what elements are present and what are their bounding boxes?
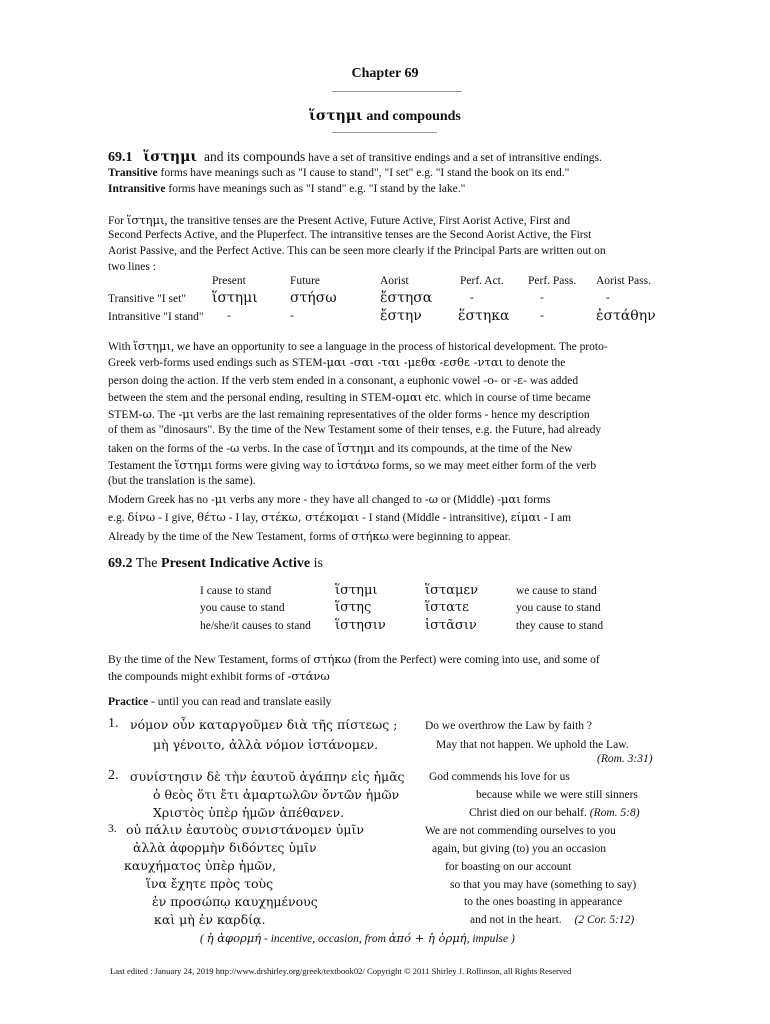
cell: - [470,292,474,304]
cell: - [227,310,231,322]
para1-line3: Aorist Passive, and the Perfect Active. This can be seen more clearly if the Principal Parts are written out on [108,245,606,257]
greek-line: ἵνα ἔχητε πρὸς τοὺς [146,876,274,891]
practice-heading [108,696,332,708]
para2-line10 [108,492,550,506]
text: STEM- [108,409,143,421]
greek-word: είμαι [510,510,541,524]
english-line: God commends his love for us [429,771,570,783]
footer: Last edited : January 24, 2019 http://www.drshirley.org/greek/textbook02/ Copyright © 2011 Shirley J. Rollinson, all Rights Reserved [110,966,572,976]
text: and not in the heart. [470,914,562,926]
greek-word: θέτω [197,510,226,524]
greek-word: ἵστημι [174,458,213,472]
text: . The [151,409,179,421]
text: person doing the action. If the verb stem ended in a consonant, a euphonic vowel [108,375,484,387]
header-perf-pass: Perf. Pass. [528,275,577,287]
english-line: again, but giving (to) you an occasion [432,843,607,855]
text: - incentive, occasion, from [261,933,389,945]
text: Already by the time of the New Testament, forms of [108,531,352,543]
para2-line6: of them as "dinosaurs". By the time of the New Testament some of their tenses, e.g. the Future, had already [108,424,602,436]
text: or (Middle) [437,494,498,506]
paradigm-greek: ἱστᾶσιν [425,618,477,633]
text: - I stand (Middle - intransitive), [359,512,511,524]
greek-line: νόμον οὖν καταργοῦμεν διὰ τῆς πίστεως ; [130,717,398,732]
chapter-title: Chapter 69 [351,66,419,81]
text: - I lay, [225,512,262,524]
text: - I am [540,512,572,524]
greek-line: συνίστησιν δὲ τὴν ἑαυτοῦ ἀγάπην εἰς ἡμᾶς [130,769,405,784]
greek-line: ὁ θεὸς ὅτι ἔτι ἁμαρτωλῶν ὄντῶν ἡμῶν [153,787,400,802]
para3-line2 [108,669,330,683]
paradigm-greek: ἵστημι [335,583,378,598]
cell: ἐστάθην [596,308,656,324]
greek-word: στήκω [313,652,351,666]
paradigm-en: we cause to stand [516,585,597,597]
greek-word: -στάνω [287,669,330,683]
cell: στήσω [290,290,337,306]
item-number: 3. [108,823,117,835]
section-lead: and its compounds [203,149,306,164]
para1-line2: Second Perfects Active, and the Pluperfect. The intransitive tenses are the Second Aorist Active, the First [108,229,592,241]
english-line: May that not happen. We uphold the Law. [436,739,629,751]
cell: ἔστην [380,308,422,324]
text: , we have an opportunity to see a language in the process of historical development. The proto- [171,341,608,353]
item-number: 1. [108,716,119,731]
text: were beginning to appear. [388,531,511,543]
greek-line: ἀλλὰ ἀφορμὴν διδόντες ὑμῖν [133,840,317,855]
section-title: Present Indicative Active [161,556,311,571]
greek-word: ἵστημι [337,441,376,455]
header-aorist: Aorist [380,275,409,287]
greek-line: καὶ μὴ ἐν καρδίᾳ. [154,912,266,927]
greek-word: μαι -σαι -ται -μεθα -εσθε -νται [326,355,504,369]
practice-label: Practice [108,696,149,708]
text: (from the Perfect) were coming into use, and some of [350,654,600,666]
text: The [132,556,162,571]
greek-word: ἀπό + ἡ ὁρμή [388,931,467,945]
paradigm-en: they cause to stand [516,620,604,632]
section-number: 69.2 [108,556,133,571]
paradigm-en: you cause to stand [516,602,601,614]
english-line: because while we were still sinners [476,789,638,801]
paradigm-en: you cause to stand [200,602,285,614]
english-line [469,807,640,819]
transitive-text: forms have meanings such as "I cause to stand", "I set" e.g. "I stand the book on its end." [157,167,570,179]
text: verbs. In the case of [239,443,338,455]
para3-line1 [108,652,600,666]
header-future: Future [290,275,321,287]
greek-word: ἵστημι [133,339,172,353]
text: By the time of the New Testament, forms of [108,654,314,666]
greek-word: ω [142,407,152,421]
para2-line3 [108,373,578,387]
greek-line: ἐν προσώπῳ καυχημένους [152,894,318,909]
greek-word: δίνω [127,510,156,524]
para2-line2 [108,355,565,369]
intransitive-label: Intransitive [108,183,166,195]
greek-word: ἡ ἀφορμή [206,931,262,945]
english-line: to the ones boasting in appearance [464,896,623,908]
para2-line4 [108,390,591,404]
greek-line: Χριστὸς ὑπὲρ ἡμῶν ἀπέθανεν. [153,805,345,820]
para2-line9: (but the translation is the same). [108,475,256,487]
english-line: We are not commending ourselves to you [425,825,616,837]
greek-word: στήκω [351,529,389,543]
paradigm-greek: ἵστησιν [335,618,386,633]
para1-line4: two lines : [108,261,156,273]
paradigm-greek: ἵσταμεν [425,583,479,598]
text: With [108,341,134,353]
cell: - [540,292,544,304]
cell: - [606,292,610,304]
section-greek: ἵστημι [143,149,198,165]
text: , the transitive tenses are the Present Active, Future Active, First Aorist Active, First and [164,215,571,227]
text: or [497,375,514,387]
text: - until you can read and translate easily [148,696,332,708]
text: forms, so we may meet either form of the verb [379,460,597,472]
text: forms [520,494,551,506]
subtitle-rest: and compounds [362,109,461,124]
section-69-1-heading [108,149,602,166]
para2-line7 [108,441,572,455]
header-present: Present [212,275,246,287]
text: to denote the [503,357,566,369]
greek-word: ομαι [395,390,423,404]
text: taken on the forms of the [108,443,227,455]
english-line: for boasting on our account [445,861,572,873]
para2-line5 [108,407,590,421]
row-label-intransitive: Intransitive "I stand" [108,311,204,323]
greek-word: ἱστάνω [336,458,380,472]
scripture-ref: (Rom. 5:8) [589,807,640,819]
vocab-note [200,931,515,945]
paradigm-en: he/she/it causes to stand [200,620,311,632]
english-line: so that you may have (something to say) [450,879,637,891]
text: is [310,556,323,571]
greek-word: -μι [178,407,195,421]
greek-word: ἵστημι [126,213,165,227]
cell: - [540,310,544,322]
chapter-subtitle [0,108,770,125]
text: verbs any more - they have all changed to [226,494,425,506]
text: - I give, [155,512,198,524]
text: Christ died on our behalf. [469,807,587,819]
transitive-label: Transitive [108,167,158,179]
header-aorist-pass: Aorist Pass. [596,275,651,287]
text: e.g. [108,512,128,524]
greek-word: -ε- [513,373,528,387]
greek-word: -μι [210,492,227,506]
text: the compounds might exhibit forms of [108,671,288,683]
para2-line1 [108,339,608,353]
section-number: 69.1 [108,150,133,165]
intransitive-line [108,183,465,195]
text: For [108,215,127,227]
scripture-ref: (2 Cor. 5:12) [574,914,635,926]
paradigm-greek: ἵστης [335,600,372,615]
cell: ἔστησα [380,290,433,306]
text: was added [527,375,579,387]
cell: ἵστημι [212,290,258,306]
english-line [470,914,634,926]
text: verbs are the last remaining representatives of the older forms - hence my description [194,409,590,421]
greek-word: στέκω, στέκομαι [261,510,360,524]
paradigm-greek: ἵστατε [425,600,469,615]
para2-line11 [108,510,571,524]
cell: - [290,310,294,322]
english-line: Do we overthrow the Law by faith ? [425,720,593,732]
paradigm-en: I cause to stand [200,585,272,597]
section-69-2-heading [108,556,323,572]
text: Modern Greek has no [108,494,211,506]
intransitive-text: forms have meanings such as "I stand" e.g. "I stand by the lake." [165,183,466,195]
subtitle-rule [332,132,437,133]
text: Testament the [108,460,175,472]
text: between the stem and the personal ending, resulting in STEM- [108,392,396,404]
greek-line: μὴ γένοιτο, ἀλλὰ νόμον ἱστάνομεν. [153,737,379,752]
greek-line: καυχήματος ὑπὲρ ἡμῶν, [124,858,277,873]
header-perf-act: Perf. Act. [460,275,504,287]
title-rule [332,91,462,92]
greek-word: -ω [424,492,438,506]
subtitle-greek: ἵστημι [309,108,363,124]
greek-word: -ω [226,441,240,455]
greek-word: -ο- [483,373,498,387]
para2-line12 [108,529,511,543]
row-label-transitive: Transitive "I set" [108,293,186,305]
text: ( [200,933,207,945]
item-number: 2. [108,768,119,783]
greek-line: οὐ πάλιν ἑαυτοὺς συνιστάνομεν ὑμῖν [126,822,364,837]
text: forms were giving way to [212,460,337,472]
greek-word: -μαι [497,492,521,506]
text: etc. which in course of time became [422,392,591,404]
text: Greek verb-forms used endings such as STEM- [108,357,327,369]
text: , impulse ) [466,933,515,945]
text: and its compounds, at the time of the New [375,443,573,455]
transitive-line [108,167,569,179]
cell: ἕστηκα [458,308,510,324]
para2-line8 [108,458,596,472]
scripture-ref: (Rom. 3:31) [597,753,653,765]
section-rest: have a set of transitive endings and a set of intransitive endings. [305,152,602,164]
para1-line1 [108,213,570,227]
